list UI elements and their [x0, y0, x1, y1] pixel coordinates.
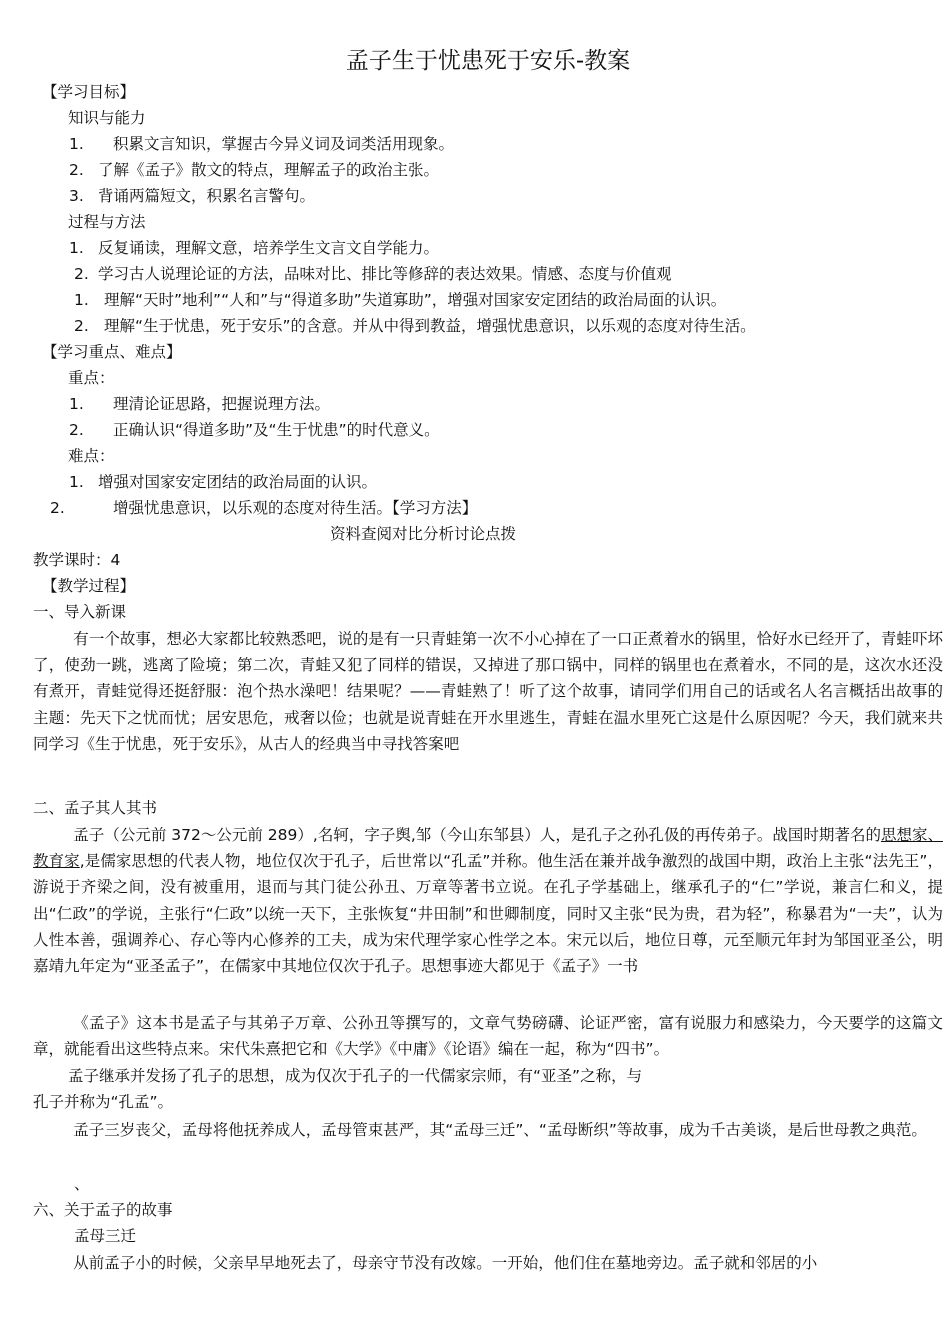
- process-item-text: 反复诵读，理解文意，培养学生文言文自学能力。: [98, 239, 440, 257]
- learning-method-text: 资料查阅对比分析讨论点拨: [330, 525, 517, 543]
- story-title: 孟母三迁: [74, 1227, 137, 1245]
- learning-goals-heading: 【学习目标】: [42, 83, 136, 101]
- attitude-item-text: 理解“天时”地利”“人和”与“得道多助”失道寡助”，增强对国家安定团结的政治局面的认识。: [104, 291, 727, 309]
- focus-item-text: 正确认识“得道多助”及“生于忧患”的时代意义。: [113, 421, 440, 439]
- section-heading-mencius: 二、孟子其人其书: [33, 799, 158, 817]
- process-item-text: 学习古人说理论证的方法，品味对比、排比等修辞的表达效果。情感、态度与价值观: [98, 265, 672, 283]
- intro-paragraph: 有一个故事，想必大家都比较熟悉吧，说的是有一只青蛙第一次不小心掉在了一口正煮着水的锅里，恰好水已经开了，青蛙吓坏了，使劲一跳，逃离了险境；第二次，青蛙又犯了同样的错误，又掉进了那口锅中，同样的锅里也在煮着水，不同的是，这次水还没有煮开，青蛙觉得还挺舒服：泡个热水澡吧！结果呢？——青蛙熟了！听了这个故事，请同学们用自己的话或名人名言概括出故事的主题：先天下之忧而忧；居安思危，戒奢以俭；也就是说青蛙在开水里逃生，青蛙在温水里死亡这是什么原因呢？今天，我们就来共同学习《生于忧患，死于安乐》，从古人的经典当中寻找答案吧: [33, 630, 943, 753]
- focus-item-num: 2.: [69, 421, 84, 439]
- difficulty-item-num: 1.: [69, 473, 84, 491]
- keypoints-heading: 【学习重点、难点】: [42, 343, 182, 361]
- focus-item-num: 1.: [69, 395, 84, 413]
- thinker-educator-link[interactable]: 思想家、教育家: [33, 826, 943, 871]
- story-paragraph: 从前孟子小的时候，父亲早早地死去了，母亲守节没有改嫁。一开始，他们住在墓地旁边。孟子就和邻居的小: [73, 1254, 818, 1272]
- section-heading-stories: 六、关于孟子的故事: [33, 1201, 173, 1219]
- difficulty-item-text: 增强忧患意识，以乐观的态度对待生活。【学习方法】: [113, 499, 478, 517]
- knowledge-item-num: 1.: [69, 135, 84, 153]
- focus-item-text: 理清论证思路，把握说理方法。: [113, 395, 331, 413]
- process-item-num: 1.: [69, 239, 84, 257]
- process-heading: 过程与方法: [68, 213, 146, 231]
- mencius-mother-paragraph: 孟子三岁丧父，孟母将他抚养成人，孟母管束甚严，其“孟母三迁”、“孟母断织”等故事，成为千古美谈，是后世母教之典范。: [73, 1121, 927, 1139]
- knowledge-item-text: 积累文言知识，掌握古今异义词及词类活用现象。: [113, 135, 455, 153]
- knowledge-item-text: 背诵两篇短文，积累名言警句。: [98, 187, 316, 205]
- process-item-num: 2.: [74, 265, 89, 283]
- mencius-legacy-line-1: 孟子继承并发扬了孔子的思想，成为仅次于孔子的一代儒家宗师，有“亚圣”之称，与: [68, 1067, 643, 1085]
- attitude-item-text: 理解“生于忧患，死于安乐”的含意。并从中得到教益，增强忧患意识，以乐观的态度对待生活。: [104, 317, 756, 335]
- document-title: 孟子生于忧患死于安乐-教案: [345, 48, 631, 74]
- knowledge-heading: 知识与能力: [68, 109, 146, 127]
- difficulty-label: 难点：: [68, 447, 115, 465]
- section-heading-intro: 一、导入新课: [33, 603, 127, 621]
- difficulty-item-num: 2.: [50, 499, 65, 517]
- knowledge-item-num: 3.: [69, 187, 84, 205]
- knowledge-item-num: 2.: [69, 161, 84, 179]
- knowledge-item-text: 了解《孟子》散文的特点，理解孟子的政治主张。: [98, 161, 440, 179]
- attitude-item-num: 2.: [74, 317, 89, 335]
- focus-label: 重点：: [68, 369, 115, 387]
- teaching-process-heading: 【教学过程】: [42, 577, 136, 595]
- difficulty-item-text: 增强对国家安定团结的政治局面的认识。: [98, 473, 378, 491]
- stray-mark: 、: [74, 1175, 90, 1193]
- mencius-book-paragraph: 《孟子》这本书是孟子与其弟子万章、公孙丑等撰写的，文章气势磅礴、论证严密，富有说服力和感染力，今天要学的这篇文章，就能看出这些特点来。宋代朱熹把它和《大学》《中庸》《论语》编在一起，称为“四书”。: [33, 1014, 943, 1059]
- mencius-legacy-line-2: 孔子并称为“孔孟”。: [33, 1093, 174, 1111]
- mencius-bio-paragraph: 孟子（公元前 372～公元前 289）,名轲，字子舆,邹（今山东邹县）人，是孔子之孙孔伋的再传弟子。战国时期著名的思想家、教育家,是儒家思想的代表人物，地位仅次于孔子，后世常以“孔孟”并称。他生活在兼并战争激烈的战国中期，政治上主张“法先王”，游说于齐梁之间，没有被重用，退而与其门徒公孙丑、万章等著书立说。在孔子学基础上，继承孔子的“仁”学说，兼言仁和义，提出“仁政”的学说，主张行“仁政”以统一天下，主张恢复“井田制”和世卿制度，同时又主张“民为贵，君为轻”，称暴君为“一夫”，认为人性本善，强调养心、存心等内心修养的工夫，成为宋代理学家心性学之本。宋元以后，地位日尊，元至顺元年封为邹国亚圣公，明嘉靖九年定为“亚圣孟子”，在儒家中其地位仅次于孔子。思想事迹大都见于《孟子》一书: [33, 826, 943, 976]
- class-hours: 教学课时：4: [33, 551, 121, 569]
- attitude-item-num: 1.: [74, 291, 89, 309]
